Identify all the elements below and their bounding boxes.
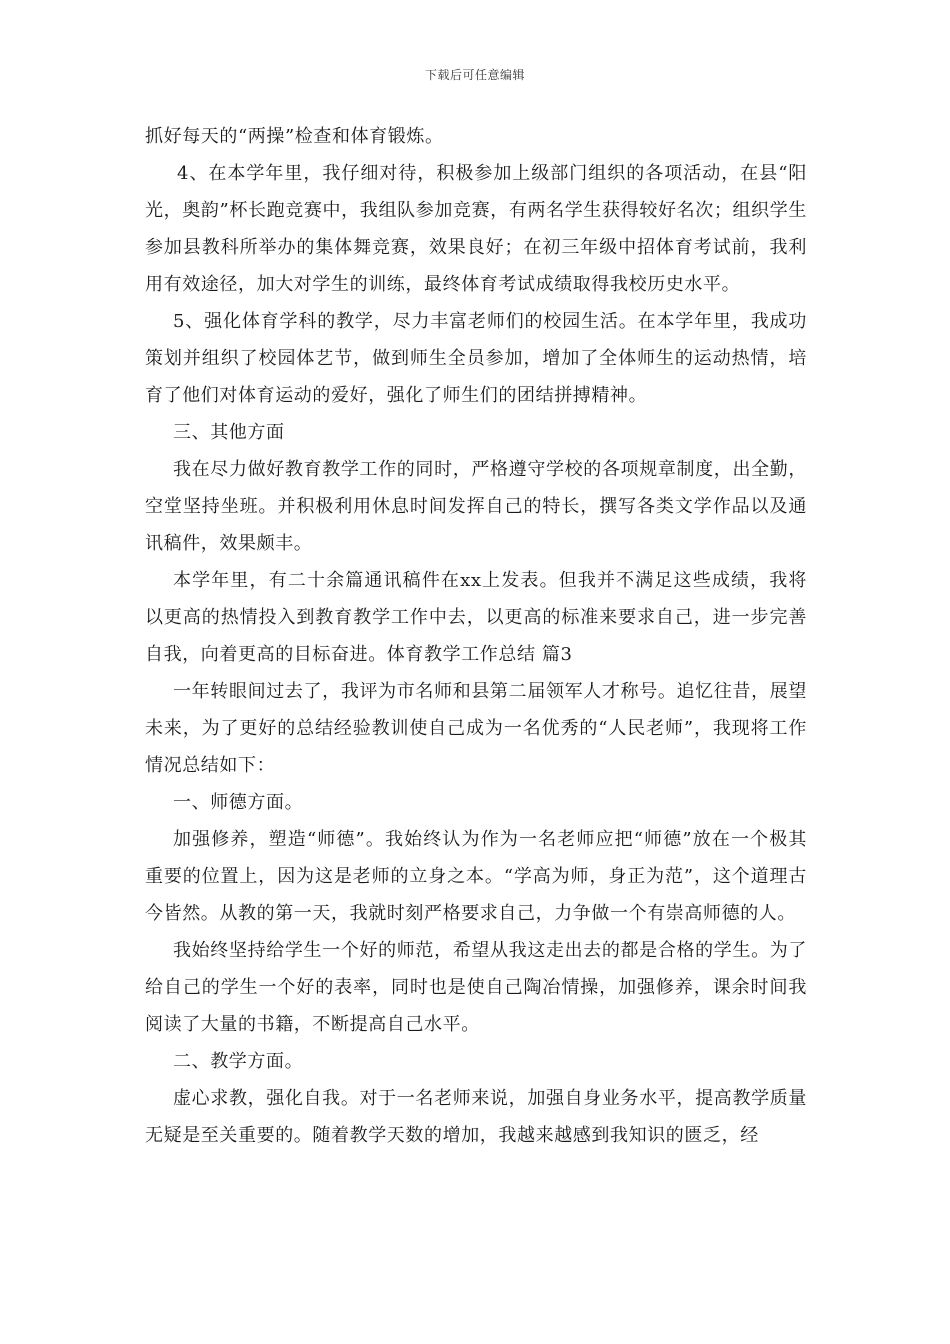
section-heading-teaching: 二、教学方面。 <box>173 1051 304 1072</box>
paragraph-12: 虚心求教，强化自我。对于一名老师来说，加强自身业务水平，提高教学质量无疑是至关重要的。随着教学天数的增加，我越来越感到我知识的匮乏，经 <box>145 1088 807 1146</box>
document-body <box>145 118 807 1154</box>
paragraph-2: 4、在本学年里，我仔细对待，积极参加上级部门组织的各项活动，在县“阳光，奥韵”杯长跑竞赛中，我组队参加竞赛，有两名学生获得较好名次；组织学生参加县教科所举办的集体舞竞赛，效果良好；在初三年级中招体育考试前，我利用有效途径，加大对学生的训练，最终体育考试成绩取得我校历史水平。 <box>145 163 807 295</box>
section-heading-ethics: 一、师德方面。 <box>173 792 304 813</box>
page-header-note: 下载后可任意编辑 <box>424 68 525 82</box>
paragraph-6: 本学年里，有二十余篇通讯稿件在xx上发表。但我并不满足这些成绩，我将以更高的热情投入到教育教学工作中去，以更高的标准来要求自己，进一步完善自我，向着更高的目标奋进。体育教学工作总结 篇3 <box>145 570 807 665</box>
section-heading-other: 三、其他方面 <box>173 422 285 443</box>
paragraph-7: 一年转眼间过去了，我评为市名师和县第二届领军人才称号。追忆往昔，展望未来，为了更好的总结经验教训使自己成为一名优秀的“人民老师”，我现将工作情况总结如下： <box>145 681 807 776</box>
paragraph-5: 我在尽力做好教育教学工作的同时，严格遵守学校的各项规章制度，出全勤，空堂坚持坐班。并积极利用休息时间发挥自己的特长，撰写各类文学作品以及通讯稿件，效果颇丰。 <box>145 459 807 554</box>
paragraph-9: 加强修养，塑造“师德”。我始终认为作为一名老师应把“师德”放在一个极其重要的位置上，因为这是老师的立身之本。“学高为师，身正为范”，这个道理古今皆然。从教的第一天，我就时刻严格要求自己，力争做一个有崇高师德的人。 <box>145 829 807 924</box>
paragraph-10: 我始终坚持给学生一个好的师范，希望从我这走出去的都是合格的学生。为了给自己的学生一个好的表率，同时也是使自己陶冶情操，加强修养，课余时间我阅读了大量的书籍，不断提高自己水平。 <box>145 940 807 1035</box>
paragraph-1: 抓好每天的“两操”检查和体育锻炼。 <box>145 126 444 147</box>
paragraph-3: 5、强化体育学科的教学，尽力丰富老师们的校园生活。在本学年里，我成功策划并组织了校园体艺节，做到师生全员参加，增加了全体师生的运动热情，培育了他们对体育运动的爱好，强化了师生们的团结拼搏精神。 <box>145 311 807 406</box>
